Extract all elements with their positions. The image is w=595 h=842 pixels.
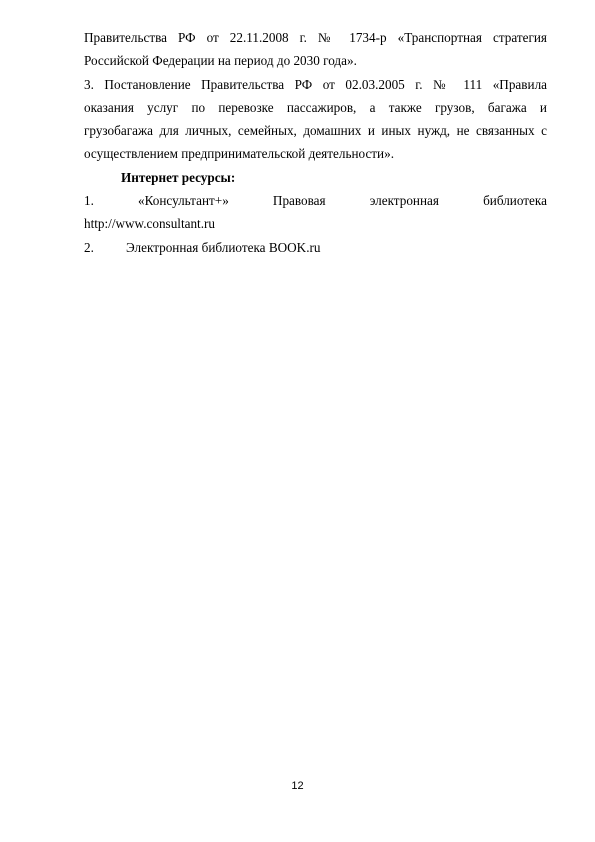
text-line: Правительства РФ от 22.11.2008 г. № 1734-р «Транспортная стратегия [84, 30, 547, 45]
text-line: 3. Постановление Правительства РФ от 02.03.2005 г. № 111 «Правила [84, 76, 547, 92]
text-line: грузобагажа для личных, семейных, домашних и иных нужд, не связанных с [84, 123, 547, 139]
resource-url-link[interactable]: http://www.consultant.ru [84, 216, 216, 232]
resource-number: 1. [84, 193, 94, 209]
resource-item-1 [84, 189, 547, 212]
resource-word: «Консультант+» [138, 193, 229, 209]
resource-text: Электронная библиотека BOOK.ru [126, 239, 321, 255]
page-body [84, 26, 547, 259]
resource-word: Правовая [272, 193, 326, 209]
page-number: 12 [291, 780, 304, 792]
internet-resources-heading: Интернет ресурсы: [121, 169, 236, 185]
resource-word: библиотека [483, 193, 547, 209]
resource-item-2 [84, 236, 547, 259]
text-line: осуществлением предпринимательской деятельности». [84, 146, 395, 162]
resource-number: 2. [84, 239, 94, 255]
resource-word: электронная [369, 193, 439, 209]
text-line: оказания услуг по перевозке пассажиров, а также грузов, багажа и [84, 99, 547, 115]
text-line: Российской Федерации на период до 2030 года». [84, 53, 357, 69]
